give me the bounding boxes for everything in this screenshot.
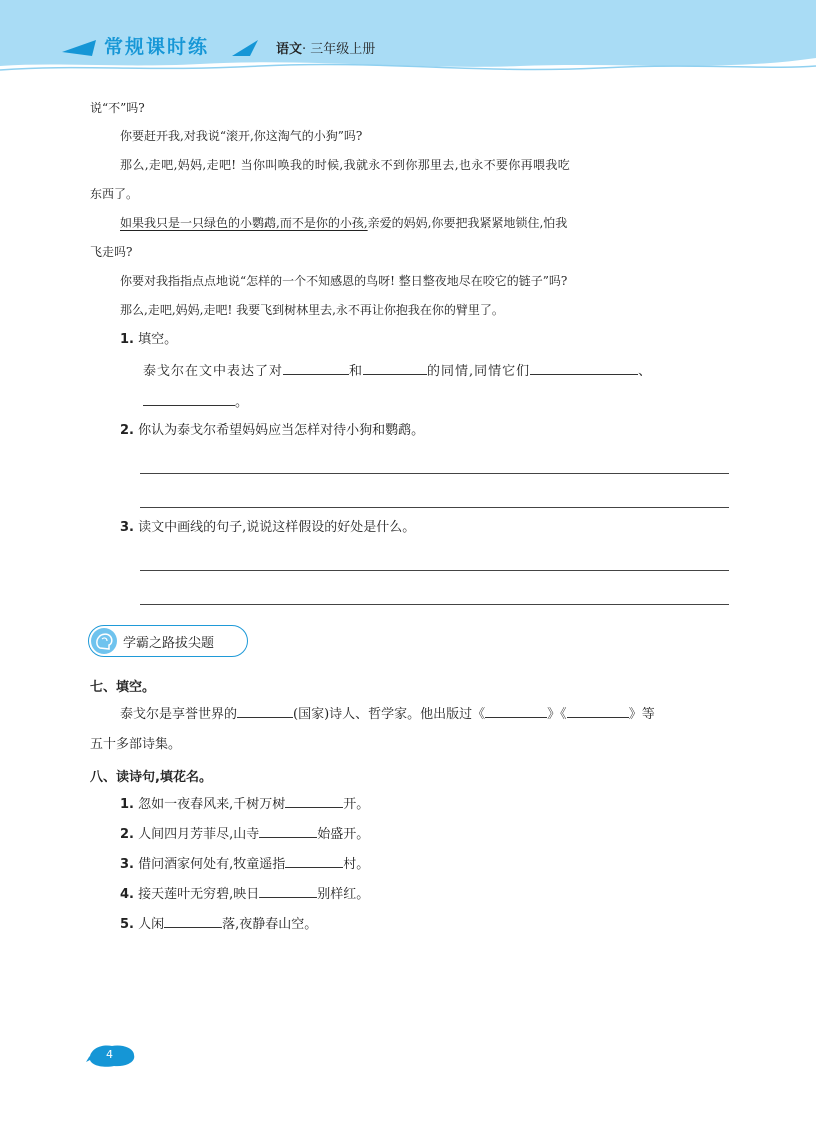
passage-line: 那么,走吧,妈妈,走吧! 当你叫唤我的时候,我就永不到你那里去,也永不要你再喂我吃 [120,158,571,172]
fill-text: 人闲 [138,917,165,932]
question-text: 你认为泰戈尔希望妈妈应当怎样对待小狗和鹦鹉。 [138,423,425,438]
answer-blank[interactable] [363,362,427,375]
poem-item [120,915,317,933]
answer-blank[interactable] [259,885,317,898]
answer-line[interactable] [140,570,729,571]
answer-line[interactable] [140,473,729,474]
fill-text: (国家)诗人、哲学家。他出版过《 [293,707,486,722]
passage-line: 那么,走吧,妈妈,走吧! 我要飞到树林里去,永不再让你抱我在你的臂里了。 [120,303,504,317]
answer-blank[interactable] [143,393,235,406]
fill-text: 和 [349,364,364,379]
question-text: 填空。 [138,332,178,347]
fill-text: 别样红。 [317,887,370,902]
passage-line: 东西了。 [90,187,139,201]
answer-line[interactable] [140,604,729,605]
item-number: 4. [120,887,134,902]
fill-text: 接天莲叶无穷碧,映日 [138,887,260,902]
answer-blank[interactable] [485,705,547,718]
fill-text: 》《 [547,707,567,722]
poem-item [120,885,369,903]
passage-line-underlined [120,215,567,231]
question-number: 1. [120,332,134,347]
section-7-line [120,705,655,723]
fill-text: 、 [638,364,653,379]
fill-text: 泰戈尔是享誉世界的 [120,707,238,722]
passage-line: 你要赶开我,对我说“滚开,你这淘气的小狗”吗? [120,129,363,143]
poem-item [120,825,369,843]
section-7-line-2: 五十多部诗集。 [90,737,182,752]
poem-item [120,855,369,873]
answer-blank[interactable] [530,362,638,375]
answer-blank[interactable] [285,855,343,868]
item-number: 5. [120,917,134,932]
underlined-sentence: 如果我只是一只绿色的小鹦鹉,而不是你的小孩, [120,216,368,230]
section-7-title: 七、填空。 [90,680,156,695]
fill-text: 》等 [628,707,655,722]
passage-line: 你要对我指指点点地说“怎样的一个不知感恩的鸟呀! 整日整夜地尽在咬它的链子”吗? [120,274,568,288]
answer-line[interactable] [140,507,729,508]
fill-text: 开。 [343,797,370,812]
question-number: 2. [120,423,134,438]
answer-blank[interactable] [285,795,343,808]
brain-icon [91,628,117,654]
answer-blank[interactable] [567,705,629,718]
answer-blank[interactable] [237,705,293,718]
fill-text: 借问酒家何处有,牧童遥指 [138,857,286,872]
question-1-fill-line [143,362,652,380]
question-1 [120,331,177,348]
fill-text: 落,夜静春山空。 [222,917,318,932]
fill-text: 村。 [343,857,370,872]
page-header [0,0,816,78]
fill-text: 。 [235,395,249,410]
question-2 [120,422,424,439]
question-number: 3. [120,520,134,535]
fill-text: 始盛开。 [317,827,370,842]
question-text: 读文中画线的句子,说说这样假设的好处是什么。 [138,520,416,535]
question-3 [120,519,415,536]
answer-blank[interactable] [164,915,222,928]
answer-blank[interactable] [259,825,317,838]
passage-line-rest: 亲爱的妈妈,你要把我紧紧地锁住,怕我 [367,216,568,230]
item-number: 2. [120,827,134,842]
poem-item [120,795,369,813]
fill-text: 泰戈尔在文中表达了对 [143,364,284,379]
item-number: 3. [120,857,134,872]
section-badge [88,625,248,657]
item-number: 1. [120,797,134,812]
badge-label: 学霸之路拔尖题 [123,636,215,651]
subject-grade [276,38,375,57]
question-1-fill-line-2 [143,393,248,411]
passage-line: 飞走吗? [90,245,133,259]
passage-line: 说“不”吗? [90,101,145,115]
fill-text: 人间四月芳菲尽,山寺 [138,827,260,842]
subject-label: 语文 [276,42,303,57]
page-number: 4 [106,1048,113,1061]
page-number-badge [86,1040,138,1070]
series-title: 常规课时练 [104,36,210,58]
grade-label: · 三年级上册 [302,42,376,57]
section-8-title: 八、读诗句,填花名。 [90,770,212,785]
fill-text: 的同情,同情它们 [427,364,531,379]
fill-text: 忽如一夜春风来,千树万树 [138,797,286,812]
answer-blank[interactable] [283,362,349,375]
